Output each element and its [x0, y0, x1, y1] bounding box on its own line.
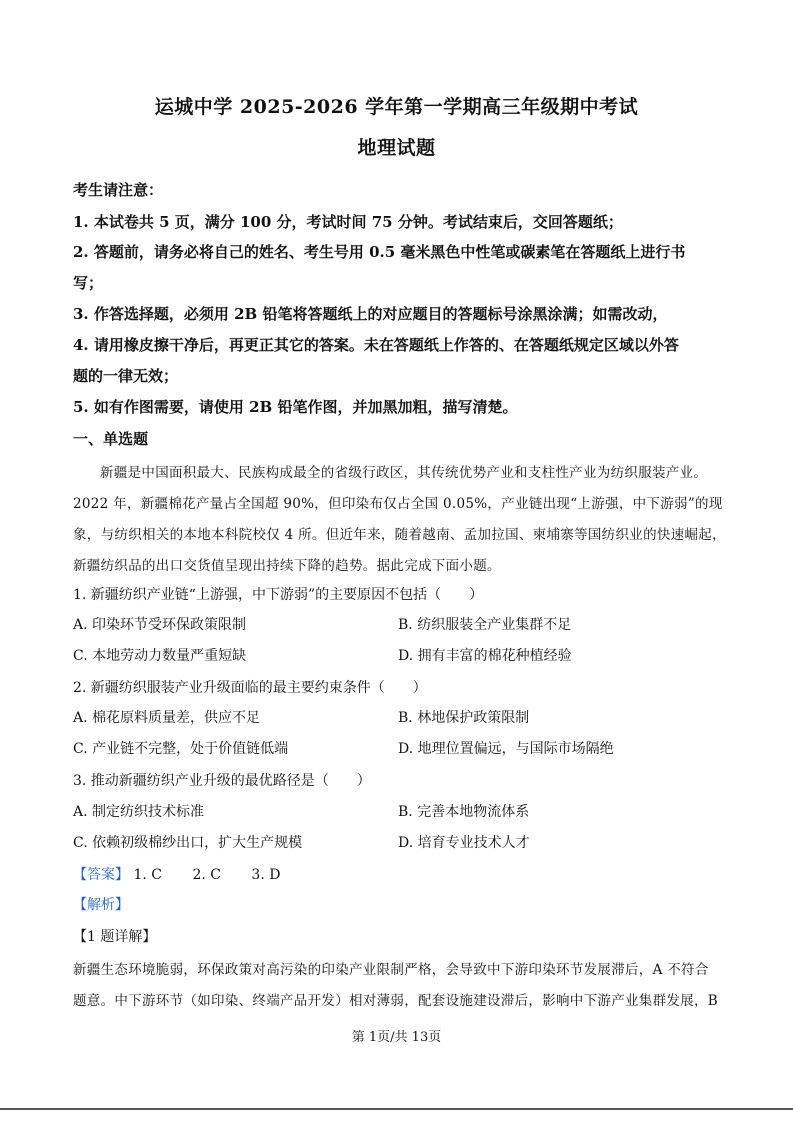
answer-value: 2. C [192, 867, 221, 883]
passage-line: 象，与纺织相关的本地本科院校仅 4 所。但近年来，随着越南、孟加拉国、柬埔寨等国纺织业的快速崛起， [73, 527, 726, 543]
question-option: C. 依赖初级棉纱出口，扩大生产规模 [73, 835, 303, 851]
analysis-label: 【解析】 [73, 897, 129, 913]
question-option: D. 拥有丰富的棉花种植经验 [398, 648, 572, 664]
exam-title: 运城中学 2025-2026 学年第一学期高三年级期中考试 [154, 96, 639, 118]
question-option: C. 本地劳动力数量严重短缺 [73, 648, 247, 664]
question-option: B. 纺织服装全产业集群不足 [398, 617, 572, 633]
notice-item: 1. 本试卷共 5 页，满分 100 分，考试时间 75 分钟。考试结束后，交回答题纸； [73, 213, 623, 231]
subject-title: 地理试题 [357, 137, 436, 159]
answer-line [73, 864, 280, 884]
page-number: 第 1页/共 13页 [351, 1030, 442, 1045]
analysis-line: 题意。中下游环节（如印染、终端产品开发）相对薄弱，配套设施建设滞后，影响中下游产业集群发展，B [73, 993, 719, 1009]
question-option: D. 培育专业技术人才 [398, 835, 530, 851]
passage-line: 新疆纺织品的出口交货值呈现出持续下降的趋势。据此完成下面小题。 [73, 558, 501, 574]
notice-item: 4. 请用橡皮擦干净后，再更正其它的答案。未在答题纸上作答的、在答题纸规定区域以外答 [73, 336, 679, 354]
answer-value: 3. D [251, 867, 281, 883]
analysis-detail-label: 【1 题详解】 [73, 929, 157, 945]
analysis-line: 新疆生态环境脆弱，环保政策对高污染的印染产业限制严格，会导致中下游印染环节发展滞后，A 不符合 [73, 962, 709, 978]
answer-value: 1. C [133, 867, 162, 883]
question-option: B. 林地保护政策限制 [398, 710, 530, 726]
notice-heading: 考生请注意： [73, 181, 164, 199]
question-option: A. 制定纺织技术标准 [73, 804, 205, 820]
question-option: B. 完善本地物流体系 [398, 804, 530, 820]
question-option: C. 产业链不完整，处于价值链低端 [73, 741, 289, 757]
question-stem: 3. 推动新疆纺织产业升级的最优路径是（ ） [73, 773, 371, 789]
question-option: A. 印染环节受环保政策限制 [73, 617, 247, 633]
notice-item: 3. 作答选择题，必须用 2B 铅笔将答题纸上的对应题目的答题标号涂黑涂满；如需改动， [73, 305, 668, 323]
question-option: D. 地理位置偏远，与国际市场隔绝 [398, 741, 614, 757]
passage-line: 新疆是中国面积最大、民族构成最全的省级行政区，其传统优势产业和支柱性产业为纺织服装产业。 [100, 465, 708, 481]
question-option: A. 棉花原料质量差，供应不足 [73, 710, 261, 726]
section-heading: 一、单选题 [73, 430, 149, 448]
passage-line: 2022 年，新疆棉花产量占全国超 90%，但印染布仅占全国 0.05%，产业链出现“上游强，中下游弱”的现 [73, 496, 723, 512]
question-stem: 1. 新疆纺织产业链“上游强，中下游弱”的主要原因不包括（ ） [73, 587, 484, 603]
notice-item: 2. 答题前，请务必将自己的姓名、考生号用 0.5 毫米黑色中性笔或碳素笔在答题纸上进行书 [73, 243, 686, 261]
bottom-divider [0, 1108, 793, 1110]
notice-item: 5. 如有作图需要，请使用 2B 铅笔作图，并加黑加粗，描写清楚。 [73, 398, 518, 416]
notice-item: 写； [73, 274, 104, 292]
answer-label: 【答案】 [73, 867, 129, 883]
notice-item: 题的一律无效； [73, 367, 179, 385]
question-stem: 2. 新疆纺织服装产业升级面临的最主要约束条件（ ） [73, 680, 427, 696]
